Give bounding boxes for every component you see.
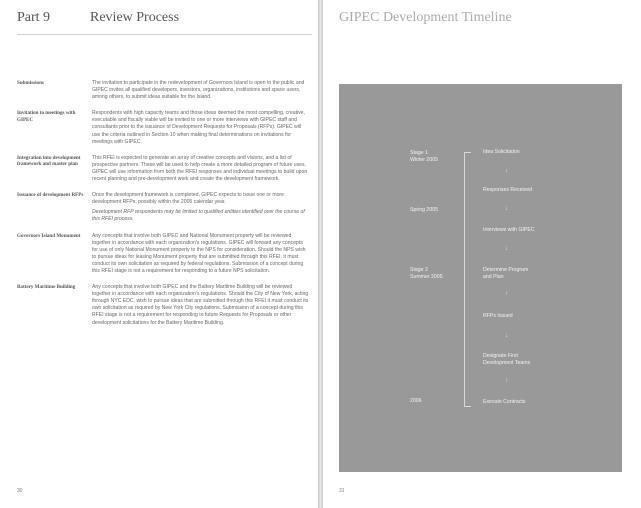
section-body xyxy=(92,233,309,279)
timeline-step xyxy=(483,313,513,320)
section-body xyxy=(92,192,309,226)
section-body xyxy=(92,80,309,104)
timeline-step-line: Interviews with GIPEC xyxy=(483,227,535,233)
timeline-step xyxy=(483,149,520,156)
timeline-step xyxy=(483,353,530,367)
part-number: Part 9 xyxy=(17,10,51,25)
timeline-step xyxy=(483,399,525,406)
down-arrow-icon: ↓ xyxy=(505,246,508,252)
left-page xyxy=(0,0,318,508)
timeline-stage xyxy=(410,207,438,214)
timeline-stage xyxy=(410,267,443,281)
section-paragraph: Respondents with high capacity teams and those ideas deemed the most compelling, creative, executable and fiscally viable will be invited to one or more interviews with GIPEC staff and consultants prior to the issuance of Development Requests for Proposals (RFPs). GIPEC will use the criteria outlined in Section 10 when making final determinations on invitations for meetings with GIPEC. xyxy=(92,110,305,145)
down-arrow-icon: ↓ xyxy=(505,333,508,339)
timeline-stage-line: Spring 2005 xyxy=(410,207,438,213)
down-arrow-icon: ↓ xyxy=(505,290,508,296)
timeline-step-line: Determine Program xyxy=(483,267,529,273)
section-row xyxy=(17,110,311,148)
review-sections xyxy=(17,80,311,336)
section-body xyxy=(92,155,309,186)
timeline-stage xyxy=(410,150,438,164)
section-paragraph: Once the development framework is completed, GIPEC expects to issue one or more development RFPs, possibly within the 2005 calendar year. xyxy=(92,192,284,206)
section-paragraph: Any concepts that involve both GIPEC and the Battery Maritime Building will be reviewed together in accordance with each organization's regulations. Should the City of New York, acting through NYC EDC, wish to pursue ideas that are submitted through this RFEI it must conduct its own solicitation as required by New York City regulations. Submission of a concept during this RFEI stage is not a requirement for responding to future Requests for Proposals or other development solicitations for the Battery Maritime Building. xyxy=(92,284,309,326)
section-row xyxy=(17,155,311,186)
section-label: Invitation to meetings with GIPEC xyxy=(17,110,76,123)
timeline-step-line: Execute Contracts xyxy=(483,399,526,405)
section-row xyxy=(17,192,311,226)
section-body xyxy=(92,110,309,148)
section-row xyxy=(17,80,311,104)
section-paragraph: Development RFP respondents may be limited to qualified entities identified over the course of this RFEI process. xyxy=(92,209,305,223)
timeline-step xyxy=(483,267,528,281)
timeline-stage-line: Stage 2 xyxy=(410,267,428,273)
right-page xyxy=(323,0,641,508)
header-divider xyxy=(17,34,312,35)
timeline-step-line: Idea Solicitation xyxy=(483,149,520,155)
timeline-title: GIPEC Development Timeline xyxy=(339,10,512,25)
section-label: Battery Maritime Building xyxy=(17,284,76,291)
timeline-bracket xyxy=(464,152,471,407)
timeline-step-line: Responses Received xyxy=(483,187,533,193)
down-arrow-icon: ↓ xyxy=(505,168,508,174)
timeline-panel xyxy=(339,84,622,472)
timeline-step-line: and Plan xyxy=(483,274,504,280)
section-label: Issuance of development RFPs xyxy=(17,192,84,199)
timeline-stage-line: Winter 2005 xyxy=(410,157,438,163)
section-row xyxy=(17,284,311,330)
timeline-step-line: Designate First xyxy=(483,353,518,359)
timeline-step-line: RFPs Issued xyxy=(483,313,513,319)
timeline-stage-line: Stage 1 xyxy=(410,150,428,156)
page-title: Review Process xyxy=(90,10,180,25)
down-arrow-icon: ↓ xyxy=(505,206,508,212)
down-arrow-icon: ↓ xyxy=(505,377,508,383)
section-label: Integration into development framework and master plan xyxy=(17,154,81,168)
page-number-left: 30 xyxy=(17,488,23,494)
section-label: Submissions xyxy=(17,80,44,86)
section-label: Governors Island Monument xyxy=(17,232,81,239)
section-row xyxy=(17,233,311,279)
section-paragraph: The invitation to participate in the redevelopment of Governors Island is open to the public and GIPEC invites all qualified developers, investors, organizations, institutions and space users, among others, to submit ideas suitable for the Island. xyxy=(92,80,305,101)
page-number-right: 31 xyxy=(339,488,345,494)
timeline-stage-line: Summer 2005 xyxy=(410,274,443,280)
timeline-step-line: Development Teams xyxy=(483,360,531,366)
section-body xyxy=(92,284,309,330)
section-paragraph: This RFEI is expected to generate an array of creative concepts and visions, and a list of prospective partners. These will be used to help create a more detailed program of future uses. GIPEC will use information from both the RFEI responses and individual meetings to build upon recent planning and pre-development work and create the development framework. xyxy=(92,154,308,183)
timeline-stage-line: 2006 xyxy=(410,398,422,404)
timeline-step xyxy=(483,187,532,194)
section-paragraph: Any concepts that involve both GIPEC and National Monument property will be reviewed together in accordance with each organization's regulations. GIPEC will forward any concepts for use of only National Monument property to the NPS for consideration. Should the NPS wish to pursue ideas for leasing Monument property that are submitted through this RFEI, it must conduct its own solicitation as required by federal regulations. Submission of a concept during this RFEI stage is not a requirement for responding to a future NPS solicitation. xyxy=(92,232,306,274)
timeline-stage xyxy=(410,398,422,405)
timeline-step xyxy=(483,227,535,234)
